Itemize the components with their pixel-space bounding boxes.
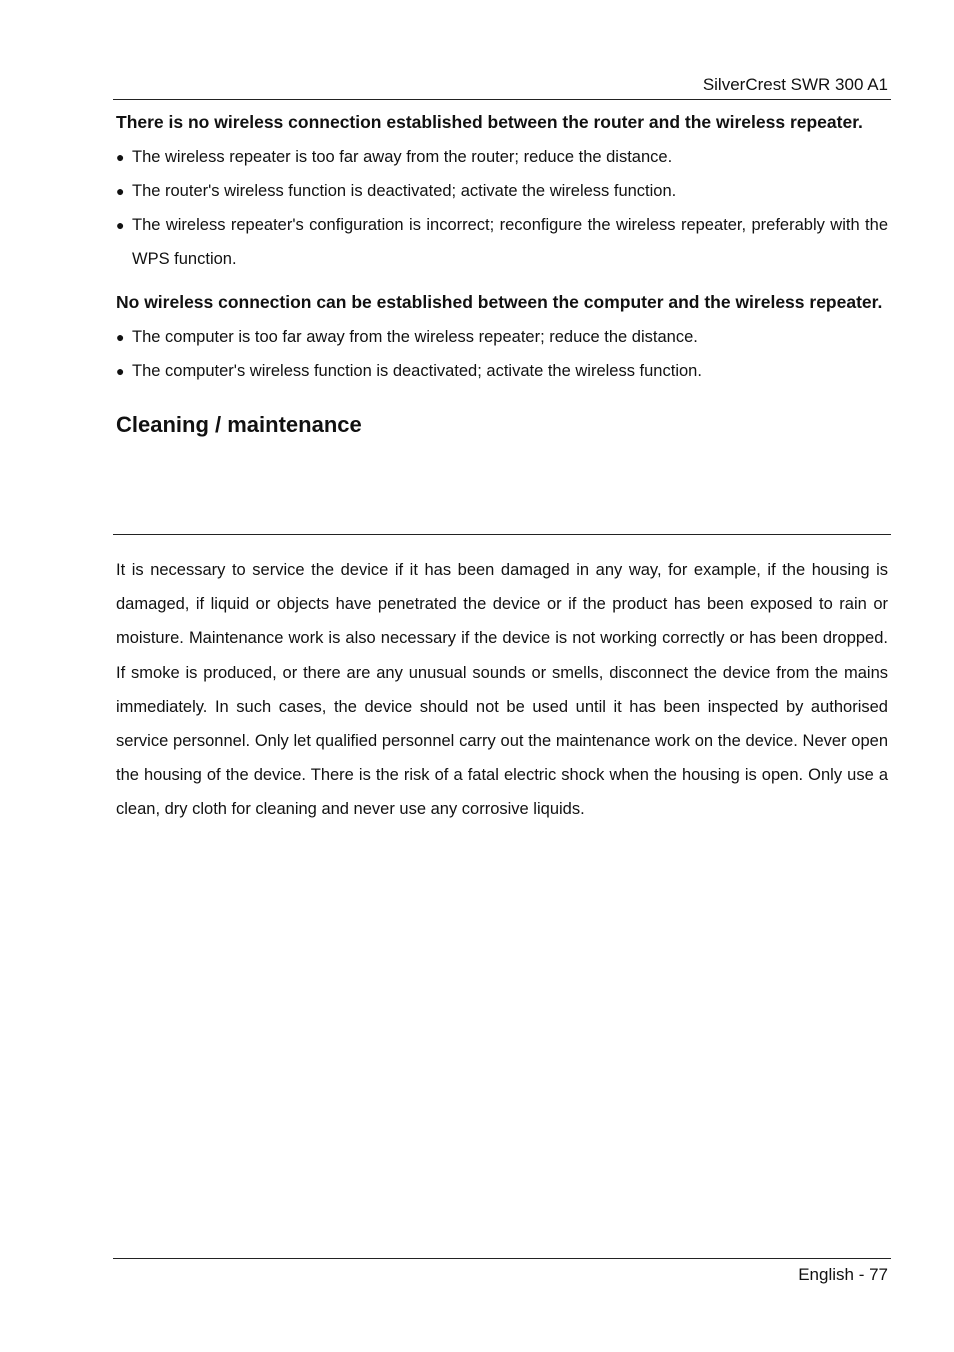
header-rule	[113, 99, 891, 100]
list-item	[116, 320, 888, 354]
footer-rule	[113, 1258, 891, 1259]
computer-issue-heading: No wireless connection can be established between the computer and the wireless repeater.	[116, 292, 883, 312]
page-content	[116, 104, 888, 440]
cleaning-paragraph: It is necessary to service the device if it has been damaged in any way, for example, if the housing is damaged, if liquid or objects have penetrated the device or if the product has been exposed to rain or moisture. Maintenance work is also necessary if the device is not working correctly or has been dropped. If smoke is produced, or there are any unusual sounds or smells, disconnect the device from the mains immediately. In such cases, the device should not be used until it has been inspected by authorised service personnel. Only let qualified personnel carry out the maintenance work on the device. Never open the housing of the device. There is the risk of a fatal electric shock when the housing is open. Only use a clean, dry cloth for cleaning and never use any corrosive liquids.	[116, 561, 888, 819]
list-item	[116, 208, 888, 276]
bullet-icon: ●	[116, 183, 125, 199]
list-item	[116, 174, 888, 208]
cleaning-section-title: Cleaning / maintenance	[116, 412, 362, 437]
list-item-text: The wireless repeater is too far away from the router; reduce the distance.	[132, 148, 673, 166]
list-item-text: The router's wireless function is deactivated; activate the wireless function.	[132, 182, 677, 200]
section-rule	[113, 534, 891, 535]
cleaning-content	[116, 553, 888, 827]
list-item-text: The computer is too far away from the wireless repeater; reduce the distance.	[132, 328, 698, 346]
page-footer-number: English - 77	[798, 1265, 888, 1284]
computer-issue-list	[116, 320, 888, 388]
list-item	[116, 354, 888, 388]
page-header-product: SilverCrest SWR 300 A1	[702, 75, 888, 94]
bullet-icon: ●	[116, 217, 125, 233]
bullet-icon: ●	[116, 149, 125, 165]
router-issue-list	[116, 140, 888, 276]
list-item-text: The computer's wireless function is deactivated; activate the wireless function.	[132, 362, 702, 380]
bullet-icon: ●	[116, 363, 125, 379]
list-item-text: The wireless repeater's configuration is incorrect; reconfigure the wireless repeater, preferably with the WPS function.	[132, 216, 888, 268]
router-issue-heading: There is no wireless connection established between the router and the wireless repeater.	[116, 112, 863, 132]
bullet-icon: ●	[116, 329, 125, 345]
list-item	[116, 140, 888, 174]
